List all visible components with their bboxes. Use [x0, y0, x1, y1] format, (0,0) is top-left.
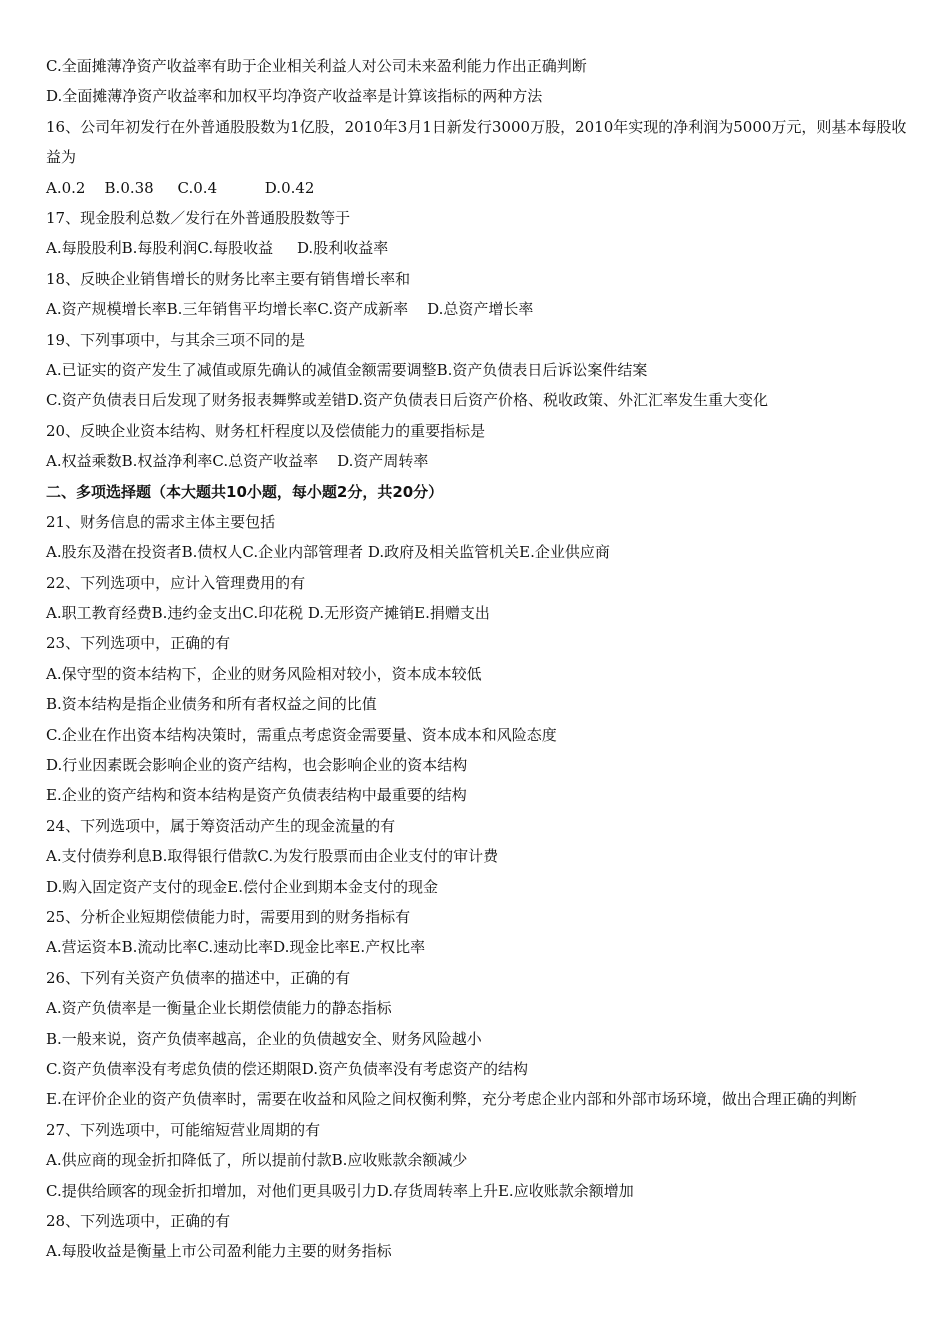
question-25: 25、分析企业短期偿债能力时，需要用到的财务指标有 — [46, 907, 411, 926]
section-heading: 二、多项选择题（本大题共10小题，每小题2分，共20分） — [46, 482, 444, 501]
question-16: 16、公司年初发行在外普通股股数为1亿股，2010年3月1日新发行3000万股，2010年实现的净利润为5000万元，则基本每股收益为 — [46, 117, 907, 167]
option-line: A.营运资本B.流动比率C.速动比率D.现金比率E.产权比率 — [46, 938, 426, 957]
option-line: B.一般来说，资产负债率越高，企业的负债越安全、财务风险越小 — [46, 1029, 482, 1048]
question-23: 23、下列选项中，正确的有 — [46, 634, 231, 653]
option-line: A.职工教育经费B.违约金支出C.印花税 D.无形资产摊销E.捐赠支出 — [46, 604, 490, 623]
option-line: D.购入固定资产支付的现金E.偿付企业到期本金支付的现金 — [46, 877, 438, 896]
question-26: 26、下列有关资产负债率的描述中，正确的有 — [46, 968, 351, 987]
question-22: 22、下列选项中，应计入管理费用的有 — [46, 573, 306, 592]
question-21: 21、财务信息的需求主体主要包括 — [46, 512, 276, 531]
option-line: A.权益乘数B.权益净利率C.总资产收益率 D.资产周转率 — [46, 452, 429, 471]
question-18: 18、反映企业销售增长的财务比率主要有销售增长率和 — [46, 269, 411, 288]
option-line: D.全面摊薄净资产收益率和加权平均净资产收益率是计算该指标的两种方法 — [46, 87, 543, 106]
option-line: A.支付债券利息B.取得银行借款C.为发行股票而由企业支付的审计费 — [46, 847, 499, 866]
option-line: B.资本结构是指企业债务和所有者权益之间的比值 — [46, 695, 377, 714]
option-line: C.全面摊薄净资产收益率有助于企业相关利益人对公司未来盈利能力作出正确判断 — [46, 57, 587, 75]
option-line: A.每股股利B.每股利润C.每股收益 D.股利收益率 — [46, 239, 389, 258]
document-page — [46, 51, 916, 1267]
option-line: A.股东及潜在投资者B.债权人C.企业内部管理者 D.政府及相关监管机关E.企业供应商 — [46, 543, 610, 562]
question-17: 17、现金股利总数／发行在外普通股股数等于 — [46, 208, 351, 227]
option-line: D.行业因素既会影响企业的资产结构，也会影响企业的资本结构 — [46, 756, 468, 775]
option-line: A.资产负债率是一衡量企业长期偿债能力的静态指标 — [46, 999, 392, 1018]
option-line: C.企业在作出资本结构决策时，需重点考虑资金需要量、资本成本和风险态度 — [46, 725, 557, 744]
question-24: 24、下列选项中，属于筹资活动产生的现金流量的有 — [46, 816, 396, 835]
option-line: A.供应商的现金折扣降低了，所以提前付款B.应收账款余额减少 — [46, 1151, 468, 1170]
question-27: 27、下列选项中，可能缩短营业周期的有 — [46, 1120, 321, 1139]
option-line: C.资产负债率没有考虑负债的偿还期限D.资产负债率没有考虑资产的结构 — [46, 1059, 528, 1078]
question-28: 28、下列选项中，正确的有 — [46, 1211, 231, 1230]
option-line: A.资产规模增长率B.三年销售平均增长率C.资产成新率 D.总资产增长率 — [46, 300, 534, 319]
option-line: A.每股收益是衡量上市公司盈利能力主要的财务指标 — [46, 1242, 392, 1261]
option-line: A.已证实的资产发生了减值或原先确认的减值金额需要调整B.资产负债表日后诉讼案件结案 — [46, 360, 648, 379]
option-line: E.企业的资产结构和资本结构是资产负债表结构中最重要的结构 — [46, 786, 467, 805]
option-line: A.0.2 B.0.38 C.0.4 D.0.42 — [46, 178, 315, 197]
question-20: 20、反映企业资本结构、财务杠杆程度以及偿债能力的重要指标是 — [46, 421, 486, 440]
option-line: C.提供给顾客的现金折扣增加，对他们更具吸引力D.存货周转率上升E.应收账款余额增加 — [46, 1181, 634, 1200]
option-line: E.在评价企业的资产负债率时，需要在收益和风险之间权衡利弊，充分考虑企业内部和外部市场环境，做出合理正确的判断 — [46, 1090, 857, 1109]
question-19: 19、下列事项中，与其余三项不同的是 — [46, 330, 306, 349]
option-line: A.保守型的资本结构下，企业的财务风险相对较小，资本成本较低 — [46, 664, 482, 683]
option-line: C.资产负债表日后发现了财务报表舞弊或差错D.资产负债表日后资产价格、税收政策、外汇汇率发生重大变化 — [46, 391, 768, 410]
